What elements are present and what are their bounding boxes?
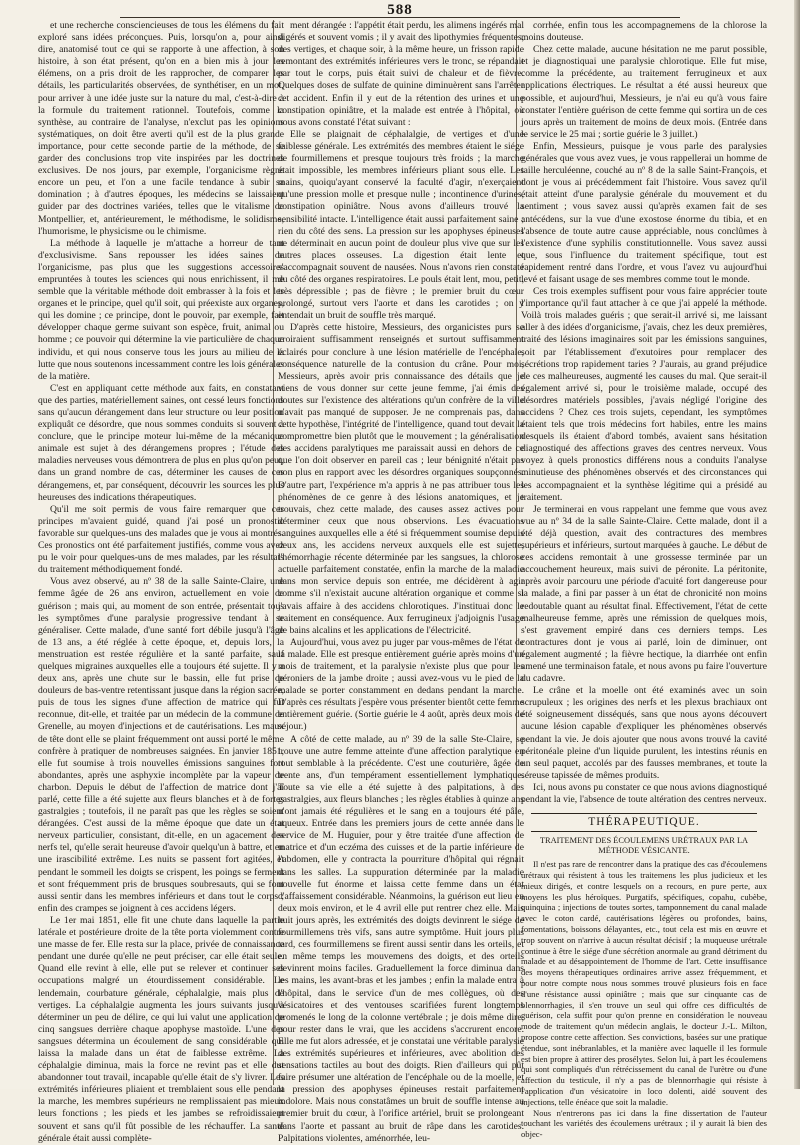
article-body bbox=[521, 859, 767, 1140]
section-header bbox=[531, 813, 757, 832]
paragraph: Vous avez observé, au nº 38 de la salle Sainte-Claire, une femme âgée de 26 ans environ, actuellement en voie de guérison ; mais qui, au moment de son entrée, présentait tous les symptômes d'une paralysie progressive tendant à se généraliser. Cette malade, d'une santé fort débile jusqu'à l'âge de 13 ans, a été réglée à cette époque, et, depuis lors, la menstruation est restée régulière et la santé parfaite, sauf quelques migraines auxquelles elle a toujours été sujette. Il y a deux ans, après une chute sur le bassin, elle fut prise de douleurs de bas-ventre retentissant jusque dans la région sacrée, puis de tous les signes d'une affection de matrice qui fut reconnue, dit-elle, et traitée par un médecin de la commune de Grenelle, au moyen d'injections et de cautérisations. Les maux de tête dont elle se plaint fréquemment ont aussi porté le même confrère à pratiquer de nombreuses saignées. En janvier 1851, elle fut soumise à trois nouvelles émissions sanguines fort abondantes, après une asphyxie incomplète par la vapeur de charbon. Depuis le début de l'affection de matrice dont j'ai parlé, cette fille a été sujette aux fleurs blanches et à de fortes gastralgies ; toutefois, il ne paraît pas que les règles se soient dérangées. C'est aussi de la même époque que date un état nerveux particulier, consistant, dit-elle, en un agacement des nerfs tel, qu'elle serait heureuse d'avoir quelqu'un à battre, et en une irascibilité extrême. Les nuits se passent fort agitées, et pendant le sommeil les doigts se crispent, les poings se ferment et sont fréquemment pris de brusques soubresauts, qui se font aussi sentir dans les membres inférieurs et dans tout le corps ; enfin des crampes se joignent à ces accidens légers. bbox=[38, 576, 284, 914]
paragraph: corrhée, enfin tous les accompagnemens de la chlorose la moins douteuse. bbox=[521, 20, 767, 44]
paragraph: Ici, nous avons pu constater ce que nous avions diagnostiqué pendant la vie, l'absence de toute altération des centres nerveux. bbox=[521, 781, 767, 805]
text-column-3 bbox=[521, 20, 767, 1140]
paragraph: ment dérangée : l'appétit était perdu, les alimens ingérés mal digérés et souvent vomis ; il y avait des lipothymies fréquentes, des vertiges, et chaque soir, à la même heure, un frisson rapide remontant des extrémités inférieures vers le tronc, se répandait par tout le corps, puis était suivi de chaleur et de fièvre. Quelques doses de sulfate de quinine diminuèrent sans l'arrêter cet accident. Enfin il y eut de la rétention des urines et une constipation opiniâtre, et la malade est entrée à l'hôpital, où nous avons constaté l'état suivant : bbox=[278, 20, 524, 128]
paragraph: C'est en appliquant cette méthode aux faits, en constatant que des parties, matériellement saines, ont cessé leurs fonctions sans qu'aucun dérangement dans leur structure ou leur position expliquât ce désordre, que nous sommes conduits si souvent à conclure, que le principe moteur lui-même de la mécanique animale est sujet à des dérangemens propres ; l'étude des maladies nerveuses vous démontrera de plus en plus qu'on peut, dans un grand nombre de cas, déterminer les causes de ces dérangemens, et, par conséquent, découvrir les sources les plus heureuses des indications thérapeutiques. bbox=[38, 382, 284, 503]
paragraph: Nous n'entrerons pas ici dans la fine dissertation de l'auteur touchant les variétés des écoulemens urétraux ; il y aurait là bien des objec- bbox=[521, 1107, 767, 1140]
paragraph: A côté de cette malade, au nº 39 de la salle Ste-Claire, se trouve une autre femme atteinte d'une affection paralytique en tout semblable à la précédente. C'est une couturière, âgée de trente ans, d'un tempérament essentiellement lymphatique. Toute sa vie elle a été sujette à des palpitations, à des gastralgies, aux fleurs blanches ; les règles établies à quinze ans n'ont jamais été régulières et le sang en a toujours été pâle, aqueux. Entrée dans les premiers jours de cette année dans le service de M. Huguier, pour y être traitée d'une affection de matrice et d'un eczéma des cuisses et de la partie inférieure de l'abdomen, elle y contracta la pourriture d'hôpital qui régnait dans les salles. La suppuration déterminée par la maladie nouvelle fut énorme et laissa cette femme dans un état d'affaissement considérable. Néanmoins, la guérison eut lieu en deux mois environ, et le 4 avril elle put rentrer chez elle. Mais huit jours après, les extrémités des doigts devinrent le siége de fourmillemens très vifs, sans autre symptôme. Huit jours plus tard, ces fourmillemens se firent aussi sentir dans les orteils, et en même temps les mouvemens des doigts, et des orteils devinrent moins faciles. Graduellement la force diminua dans les mains, les avant-bras et les jambes ; enfin la malade entra à l'hôpital, dans le service d'un de mes collègues, où des vésicatoires et des ventouses scarifiées furent longtemps promenés le long de la colonne vertébrale ; je dois même dire, pour rester dans le vrai, que les accidens s'accrurent encore. Elle me fut alors adressée, et je constatai une véritable paralysie des extrémités supérieures et inférieures, avec abolition des sensations tactiles au bout des doigts. Rien d'ailleurs qui pût faire présumer une altération de l'encéphale ou de la moelle, et la pression des apophyses épineuses restait parfaitement indolore. Mais nous constatâmes un bruit de souffle intense au premier bruit du cœur, à l'orifice artériel, bruit se prolongeant dans l'aorte et passant au bruit de râpe dans les carotides. Palpitations violentes, aménorrhée, leu- bbox=[278, 733, 524, 1144]
paragraph: Ces trois exemples suffisent pour vous faire apprécier toute l'importance qu'il faut attacher à ce que j'ai appelé la méthode. Voilà trois malades guéris ; que serait-il arrivé si, me laissant aller à des idées d'organicisme, j'avais, chez les deux premières, traité des lésions imaginaires soit par les émissions sanguines, soit par l'établissement d'exutoires pour remplacer des sécrétions trop rapidement taries ? J'aurais, au grand préjudice de ces malheureuses, augmenté les causes du mal. Que serait-il également arrivé si, pour le troisième malade, occupé des désordres matériels possibles, j'avais négligé l'origine des accidens ? Chez ces trois sujets, cependant, les symptômes étaient tels que trois médecins fort habiles, entre les mains desquels ils étaient d'abord tombés, avaient sans hésitation diagnostiqué des affections graves des centres nerveux. Vous voyez à quels pronostics différens nous a conduits l'analyse minutieuse des phénomènes observés et des circonstances qui les accompagnaient et la synthèse légitime qui a présidé au traitement. bbox=[521, 286, 767, 503]
paragraph: et une recherche consciencieuses de tous les élémens du fait exploré sans idées préconçues. Puis, lorsqu'on a, pour ainsi dire, anatomisé tout ce qui se rapporte à une affection, à son histoire, à son état présent, qu'on en a bien mis à jour les élémens, on a pris droit de les rapprocher, de comparer les détails, les particularités observées, de synthétiser, en un mot, pour arriver à une idée juste sur la nature du mal, c'est-à-dire à la formule du traitement rationnel. Toutefois, comme la synthèse, au contraire de l'analyse, n'exclut pas les opinions systématiques, on doit être averti qu'il est de la plus grande importance, pour cette seconde partie de la méthode, de se garder des conclusions trop vite inspirées par les doctrines exclusives. De nos jours, par exemple, l'organicisme règne encore un peu, et l'on a une facile tendance à subir sa domination ; à d'autres époques, les médecins se laissaient guider par des doctrines variées, telles que le vitalisme de Montpellier, et, antérieurement, le méthodisme, le solidisme, l'humorisme, le physicisme ou le chimisme. bbox=[38, 20, 284, 237]
paragraph: Je terminerai en vous rappelant une femme que vous avez vue au nº 34 de la salle Sainte-Claire. Cette malade, dont il a été déjà question, avait des contractures des membres supérieurs et inférieurs, surtout marquées à gauche. Le début de ces accidens remontait à une grossesse terminée par un accouchement heureux, mais suivi de péronite. La péritonite, après avoir parcouru une période d'acuité fort dangereuse pour la malade, a fini par passer à un état de chronicité non moins redoutable quant au résultat final. Effectivement, l'état de cette malheureuse femme, après une rémission de quelques mois, s'est gravement empiré dans ces derniers temps. Les contractures dont je vous ai parlé, loin de diminuer, ont également augmenté ; la fièvre hectique, la diarrhée ont enfin amené une terminaison fatale, et nous avons pu faire l'ouverture du cadavre. bbox=[521, 503, 767, 685]
paragraph: Elle se plaignait de céphalalgie, de vertiges et d'une faiblesse générale. Les extrémités des membres étaient le siége de fourmillemens et presque toujours très froids ; la marche était impossible, les membres inférieurs pliant sous elle. Les mains, quoiqu'ayant conservé la faculté d'agir, n'exerçaient qu'une pression molle et presque nulle ; incontinence d'urines, constipation opiniâtre. Nous avons d'ailleurs trouvé la sensibilité intacte. L'intelligence était aussi parfaitement saine ; rien du côté des sens. La pression sur les apophyses épineuses ne déterminait en aucun point de douleur plus vive que sur les autres places osseuses. La digestion était lente et s'accompagnait souvent de nausées. Nous n'avons rien constaté du côté des organes respiratoires. Le pouls était lent, mou, petit, très dépressible ; pas de fièvre ; le premier bruit du cœur prolongé, surtout vers l'aorte et dans les carotides ; on y entendait un bruit de souffle très marqué. bbox=[278, 128, 524, 322]
paragraph: La méthode à laquelle je m'attache a horreur de tant d'exclusivisme. Sans repousser les idées saines de l'organicisme, pas plus que les suggestions accessoires empruntées à toutes les sciences qui nous enrichissent, il me semble que la véritable méthode doit embrasser à la fois et les organes et le principe, quel qu'il soit, qui préexiste aux organes, qui les domine ; ce principe, dont le pouvoir, par exemple, fait développer chaque germe suivant son espèce, fruit, animal ou homme ; ce pouvoir qui détermine la vie particulière de chaque individu, et qui nous conserve tous les jours au milieu de la lutte que nous soutenons incessamment contre les lois générales de la matière. bbox=[38, 237, 284, 382]
header-rule bbox=[120, 17, 680, 18]
paragraph: Chez cette malade, aucune hésitation ne me parut possible, et je diagnostiquai une paralysie chlorotique. Elle fut mise, comme la précédente, au traitement ferrugineux et aux applications électriques. Le résultat a été aussi heureux que possible, et aujourd'hui, Messieurs, je n'ai eu qu'à vous faire constater l'entière guérison de cette femme qui sortira un de ces jours après un traitement de moins de deux mois. (Entrée dans le service le 25 mai ; sortie guérie le 3 juillet.) bbox=[521, 44, 767, 140]
page-number: 588 bbox=[387, 2, 413, 18]
paragraph: Aujourd'hui, vous avez pu juger par vous-mêmes de l'état de la malade. Elle est presque entièrement guérie après moins d'un mois de traitement, et la paralysie n'existe plus que pour les péroniers de la jambe droite ; aussi avez-vous vu le pied de la malade se porter constamment en dedans pendant la marche. D'après ces résultats j'espère vous présenter bientôt cette femme entièrement guérie. (Sortie guérie le 4 août, après deux mois de séjour.) bbox=[278, 636, 524, 733]
section-title: THÉRAPEUTIQUE. bbox=[588, 816, 700, 829]
page-edge-shadow bbox=[794, 0, 800, 1089]
article-subtitle: TRAITEMENT DES ÉCOULEMENS URÉTRAUX PAR LA MÉTHODE VÉSICANTE. bbox=[539, 836, 749, 856]
paragraph: D'après cette histoire, Messieurs, des organicistes purs se croiraient suffisamment renseignés et surtout suffisamment éclairés pour conclure à une lésion matérielle de l'encéphale, conséquence naturelle de la contusion du crâne. Pour moi, Messieurs, après avoir pris connaissance des détails que je viens de vous donner sur cette jeune femme, j'ai émis des doutes sur l'existence des altérations qu'un confrère de la ville n'avait pas manqué de supposer. Je ne comprenais pas, dans cette hypothèse, l'intégrité de l'intelligence, quand tout devait la compromettre bien plutôt que le mouvement ; la généralisation des accidens paralytiques me paraissait aussi en dehors de ce que l'on doit observer en pareil cas ; leur bénignité n'était pas non plus en rapport avec les désordres organiques soupçonnés. D'autre part, l'expérience m'a appris à ne pas attribuer tous les phénomènes de ce genre à des lésions anatomiques, et je trouvais, chez cette malade, des causes assez actives pour déterminer ceux que nous observions. Les évacuations sanguines auxquelles elle a été si fréquemment soumise depuis deux ans, les accidens nerveux auxquels elle est sujette, l'hémorrhagie récente déterminée par les sangsues, la chlorose actuelle parfaitement constatée, enfin la marche de la maladie dans mon service depuis son entrée, me décidèrent à agir comme s'il n'existait aucune altération organique et comme si j'avais affaire à des accidens chlorotiques. J'instituai donc le traitement en conséquence. Aux ferrugineux j'adjoignis l'usage de bains alcalins et les applications de l'électricité. bbox=[278, 322, 524, 636]
paragraph: Le crâne et la moelle ont été examinés avec un soin scrupuleux ; les origines des nerfs et les plexus brachiaux ont été soigneusement disséqués, sans que nous ayons découvert aucune lésion capable d'expliquer les phénomènes observés pendant la vie. Je dois ajouter que nous avons trouvé la cavité péritonéale pleine d'un liquide purulent, les intestins réunis en un seul paquet, accolés par des fausses membranes, et toute la séreuse tapissée de mêmes produits. bbox=[521, 685, 767, 781]
paragraph: Le 1er mai 1851, elle fit une chute dans laquelle la partie latérale et postérieure droite de la tête porta violemment contre une masse de fer. Elle resta sur la place, privée de connaissance pendant une durée qu'elle ne peut préciser, car elle était seule. Quand elle revint à elle, elle put se relever et continuer ses occupations malgré un étourdissement considérable. Le lendemain, courbature générale, céphalalgie, mais plus de vertiges. La céphalalgie augmenta les jours suivants jusqu'à déterminer un peu de délire, ce qui lui valut une application de cinq sangsues derrière chaque apophyse mastoïde. L'une des sangsues détermina un écoulement de sang considérable qui laissa la malade dans un état de faiblesse extrême. La céphalalgie diminua, mais la force ne revint pas et elle dut abandonner tout travail, incapable qu'elle était de s'y livrer. Les extrémités inférieures pliaient et tremblaient sous elle pendant la marche, les membres supérieurs ne remplissaient pas mieux leurs fonctions ; les pieds et les jambes se refroidissaient souvent et sans qu'il fût possible de les réchauffer. La santé générale était aussi complète- bbox=[38, 914, 284, 1144]
paragraph: Enfin, Messieurs, puisque je vous parle des paralysies générales que vous avez vues, je vous rappellerai un homme de taille herculéenne, couché au nº 8 de la salle Saint-François, et dont je vous ai précédemment fait l'histoire. Vous savez qu'il était atteint d'une paralysie générale du mouvement et du sentiment ; vous savez aussi qu'après examen fait de ses antécédens, sur la vue d'une exostose énorme du tibia, et en l'absence de toute autre cause appréciable, nous conclûmes à l'existence d'une syphilis constitutionnelle. Vous savez aussi que, sous l'influence du traitement spécifique, tout est rapidement rentré dans l'ordre, et vous l'avez vu aujourd'hui levé et faisant usage de ses membres comme tout le monde. bbox=[521, 140, 767, 285]
paragraph: Qu'il me soit permis de vous faire remarquer que ces principes m'avaient guidé, quand j'ai posé un pronostic favorable sur quelques-uns des malades que je vous ai montrés. Ces pronostics ont été parfaitement justifiés, comme vous avez pu le voir pour quelques-uns de mes malades, par les résultats du traitement méthodiquement fondé. bbox=[38, 503, 284, 576]
text-column-2 bbox=[278, 20, 524, 1144]
paragraph: Il n'est pas rare de rencontrer dans la pratique des cas d'écoulemens urétraux qui résistent à tous les traitemens les plus judicieux et les mieux dirigés, et contre lesquels on a recours, en pure perte, aux moyens les plus héroïques. Purgatifs, spécifiques, copahu, cubèbe, quinquina ; injections de toutes sortes, tamponnement du canal malade avec le coton cardé, cautérisations légères ou profondes, bains, fomentations, boissons délayantes, etc., tout cela est mis en œuvre et trop souvent on n'arrive à aucun résultat décisif ; la muqueuse urétrale continue à être le siége d'une sécrétion anormale au grand détriment du malade et au désappointement de l'homme de l'art. Cette insuffisance des moyens thérapeutiques ordinaires arrive assez fréquemment, et pour notre compte nous nous sommes trouvé plusieurs fois en face d'une résistance aussi opiniâtre ; mais que sur cinquante cas de blennorrhagies, il s'en trouve un seul qui offre ces difficultés de guérison, cela suffit pour qu'on prenne en considération le nouveau mode de traitement qu'un médecin anglais, le docteur J.-L. Milton, propose contre cette affection. Ses convictions, basées sur une pratique étendue, sont inébranlables, et la manière avec laquelle il les formule est bien propre à attirer des prosélytes. Selon lui, à part les écoulemens qui sont compliqués d'un rétrécissement du canal de l'urètre ou d'une affection du testicule, il n'y a pas de blennorrhagie qui résiste à l'application d'un vésicatoire in loco dolenti, aidé souvent des injections, telle énéace que soit la maladie. bbox=[521, 859, 767, 1107]
text-column-1 bbox=[38, 20, 284, 1144]
